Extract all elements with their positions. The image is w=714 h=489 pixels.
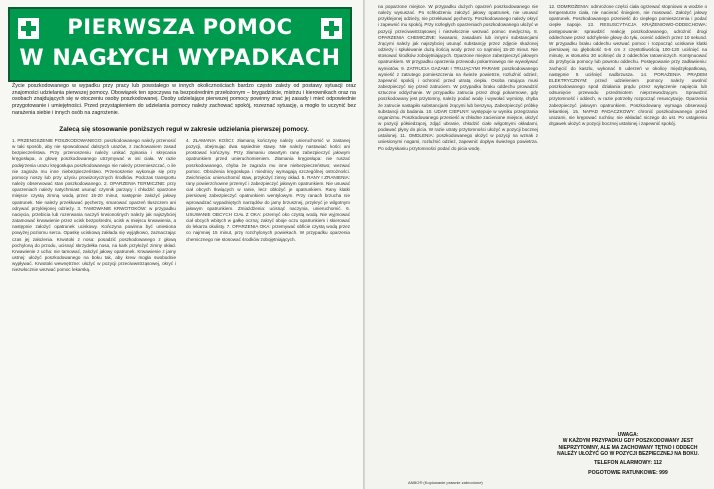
- footer-heading: UWAGA:: [617, 432, 639, 438]
- alarm-phone: TELEFON ALARMOWY: 112: [594, 460, 662, 467]
- text-column-2: 4. ZŁAMANIA KOŚCI: złamaną kończynę należy unieruchomić w zastanej pozycji, obejmując dwa sąsiednie stawy. Nie należy nastawiać kości ani prostować kończyny. Przy złamaniu otwartym ranę zabezpieczyć jałowym opatrunkiem przed unieruchomieniem. Złamania kręgosłupa: nie ruszać poszkodowanego, chyba że zagraża mu inne niebezpieczeństwo; wezwać pomoc. Obrażenia kręgosłupa i miednicy wymagają szczególnej ostrożności. Zwichnięcia: unieruchomić staw, przyłożyć zimny okład. 5. RANY I ZRANIENIA: rany powierzchowne przemyć i zabezpieczyć jałowym opatrunkiem. Nie usuwać ciał obcych tkwiących w ranie, lecz obłożyć je opatrunkiem. Rany klatki piersiowej zabezpieczyć opatrunkiem wentylowym. Przy ranach brzucha nie wprowadzać wypadniętych narządów do jamy brzusznej, przykryć je wilgotnym jałowym opatrunkiem. Zmiażdżenia: ucisnąć naczynia, unieruchomić. 6. USUWANIE OBCYCH CIAŁ Z OKA: przemyć oko czystą wodą. Nie wyjmować ciał obcych wbitych w gałkę oczną; zakryć oboje oczu opatrunkiem i skierować do lekarza okulisty. 7. OPARZENIA OKA: przemywać obficie czystą wodą przez co najmniej 15 minut, przy rozchylonych powiekach. W przypadku oparzenia chemicznego nie stosować środków zobojętniających.: [186, 138, 350, 242]
- text-column-1: 1. PRZENOSZENIE POSZKODOWANEGO: poszkodowanego należy przenosić w taki sposób, aby nie spowodować dalszych urazów, z zachowaniem zasad bezpieczeństwa. Przy przenoszeniu należy unikać zginania i skręcania kręgosłupa, a głowę poszkodowanego utrzymywać w osi ciała. W razie podejrzenia urazu kręgosłupa poszkodowanego nie należy przemieszczać, o ile nie zagraża mu inne niebezpieczeństwo. Przenoszenie wykonuje się przy pomocy noszy lub przy użyciu prowizorycznych środków. Podczas transportu należy obserwować stan poszkodowanego. 2. OPARZENIA TERMICZNE: przy oparzeniach należy natychmiast usunąć czynnik parzący i chłodzić oparzone miejsce czystą zimną wodą przez 15-20 minut, następnie założyć jałowy opatrunek. Nie należy przekłuwać pęcherzy, smarować oparzeń tłuszczem ani odrywać przyklejonej odzieży. 3. TAMOWANIE KRWOTOKÓW: w przypadku nacięcia, przebicia lub rozerwania naczyń krwionośnych należy jak najszybciej zatamować krwawienie przez ucisk bezpośredni, ucisk w miejscu krwawienia, a następnie założyć opatrunek uciskowy. Kończyna powinna być uniesiona powyżej poziomu serca. Opaskę uciskową zakłada się wyjątkowo, zaznaczając czas jej założenia. Krwotoki z nosa: posadzić poszkodowanego z głową pochyloną do przodu, ucisnąć skrzydełka nosa, na kark przyłożyć zimny okład. Krwawienie z ucha: nie tamować, założyć jałowy opatrunek. Krwawienie z jamy ustnej: ułożyć poszkodowanego na boku tak, aby krew mogła swobodnie wypływać. Krwotoki wewnętrzne: ułożyć w pozycji przeciwwstrząsowej, okryć i niezwłocznie wezwać pomoc lekarską.: [12, 138, 176, 273]
- publisher-credit: ANBO® (Kopiowanie prawnie zabronione): [408, 480, 483, 485]
- rules-subtitle: Zalecą się stosowanie poniższych reguł w zakresie udzielania pierwszej pomocy.: [59, 126, 309, 133]
- text-column-4: 12. ODMROŻENIA: odmrożone części ciała ogrzewać stopniowo w wodzie o temperaturze ciała, nie nacierać śniegiem, nie masować. Założyć jałowy opatrunek. Poszkodowanego przenieść do ciepłego pomieszczenia i podać ciepłe napoje. 13. RESUSCYTACJA KRĄŻENIOWO-ODDECHOWA: postępowanie: sprawdzić reakcję poszkodowanego, udrożnić drogi oddechowe przez odchylenie głowy do tyłu, ocenić oddech przez 10 sekund. W przypadku braku oddechu wezwać pomoc i rozpocząć uciskanie klatki piersiowej na głębokość 5-6 cm z częstotliwością 100-120 uciśnięć na minutę, w stosunku 30 uciśnięć do 2 oddechów ratowniczych. Kontynuować do przybycia pomocy lub powrotu oddechu. Postępowanie przy zadławieniu: zachęcić do kaszlu, wykonać 5 uderzeń w okolicę międzyłopatkową, następnie 5 uciśnięć nadbrzusza. 14. PORAŻENIA PRĄDEM ELEKTRYCZNYM: przed udzieleniem pomocy należy uwolnić poszkodowanego spod działania prądu przez wyłączenie napięcia lub odsunięcie przewodu przedmiotem nieprzewodzącym. Sprawdzić przytomność i oddech, w razie potrzeby rozpocząć resuscytację. Oparzenia zabezpieczyć jałowym opatrunkiem. Poszkodowany wymaga obserwacji lekarskiej. 15. NAPAD PADACZKOWY: chronić poszkodowanego przed urazami, nie krępować ruchów, nie wkładać niczego do ust. Po ustąpieniu drgawek ułożyć w pozycji bocznej ustalonej i zapewnić spokój.: [549, 4, 707, 126]
- footer-recovery-note: W KAŻDYM PRZYPADKU GDY POSZKODOWANY JEST NIEPRZYTOMNY, ALE MA ZACHOWANY TĘTNO I ODDECH NALEŻY UŁOŻYĆ GO W POZYCJI BEZPIECZNEJ NA BOKU.: [557, 438, 699, 457]
- title-line-2: W NAGŁYCH WYPADKACH: [19, 46, 341, 71]
- ambulance-phone: POGOTOWIE RATUNKOWE: 999: [588, 470, 668, 477]
- text-column-3: na poparzone miejsce. W przypadku dużych oparzeń poszkodowanego nie należy wysuszać. Po schłodzeniu założyć jałowy opatrunek, nie usuwać przyklejonej odzieży, nie przekłuwać pęcherzy. Poszkodowanego należy okryć i zapewnić mu spokój. Przy rozległych oparzeniach poszkodowanego ułożyć w pozycji przeciwwstrząsowej i niezwłocznie wezwać pomoc medyczną. 8. OPARZENIA CHEMICZNE: kwasami, zasadami lub innymi substancjami żrącymi należy jak najszybciej usunąć substancję przez zdjęcie skażonej odzieży i spłukiwanie dużą ilością wody przez co najmniej 15-20 minut. Nie stosować środków zobojętniających. Oparzone miejsce zabezpieczyć jałowym opatrunkiem. W przypadku oparzenia przewodu pokarmowego nie wywoływać wymiotów. 9. ZATRUCIA GAZAMI I TRUJĄCYMI PARAMI: poszkodowanego wynieść z zatrutego pomieszczenia na świeże powietrze, rozluźnić odzież, zapewnić spokój i ochronić przed utratą ciepła. Osoba ratująca musi zabezpieczyć się przed zatruciem. W przypadku braku oddechu prowadzić sztuczne oddychanie. W przypadku zatrucia przez drogi pokarmowe, gdy poszkodowany jest przytomny, należy podać wodę i wywołać wymioty, chyba że zatrucie nastąpiło substancjami żrącymi lub benzyną. Zabezpieczyć próbkę substancji do badania. 10. UDAR CIEPLNY: występuje w wyniku przegrzania organizmu. Poszkodowanego przenieść w chłodne zacienione miejsce, ułożyć w pozycji półsiedzącej, zdjąć ubranie, chłodzić ciało wilgotnymi okładami, podawać płyny do picia. W razie utraty przytomności ułożyć w pozycji bocznej ustalonej. 11. OMDLENIA: poszkodowanego ułożyć w pozycji na wznak z uniesionymi nogami, rozluźnić odzież, zapewnić dopływ świeżego powietrza. Po odzyskaniu przytomności podać do picia wodę.: [378, 4, 538, 151]
- intro-paragraph: Życie poszkodowanego w wypadku przy pracy lub powstałego w innych okolicznościach bardzo często zależy od postawy sytuacji oraz znajomości udzielania pierwszej pomocy. Obowiązek ten spoczywa na bezpośrednim przełożonym – brygadziście, mistrzu i kierownikach oraz na osobach znajdujących się w otoczeniu osoby poszkodowanej. Osoby udzielające pierwszej pomocy powinny znać jej zasady i mieć odpowiednie przygotowanie i umiejętności. Przed przystąpieniem do udzielania pomocy należy zachować spokój, rozeznać sytuację, a mogło to uczynić bez narażenia siebie i innych osób na zagrożenie.: [12, 83, 356, 116]
- title-banner: [8, 7, 352, 82]
- title-line-1: PIERWSZA POMOC: [67, 15, 293, 39]
- emergency-footer: [549, 432, 707, 477]
